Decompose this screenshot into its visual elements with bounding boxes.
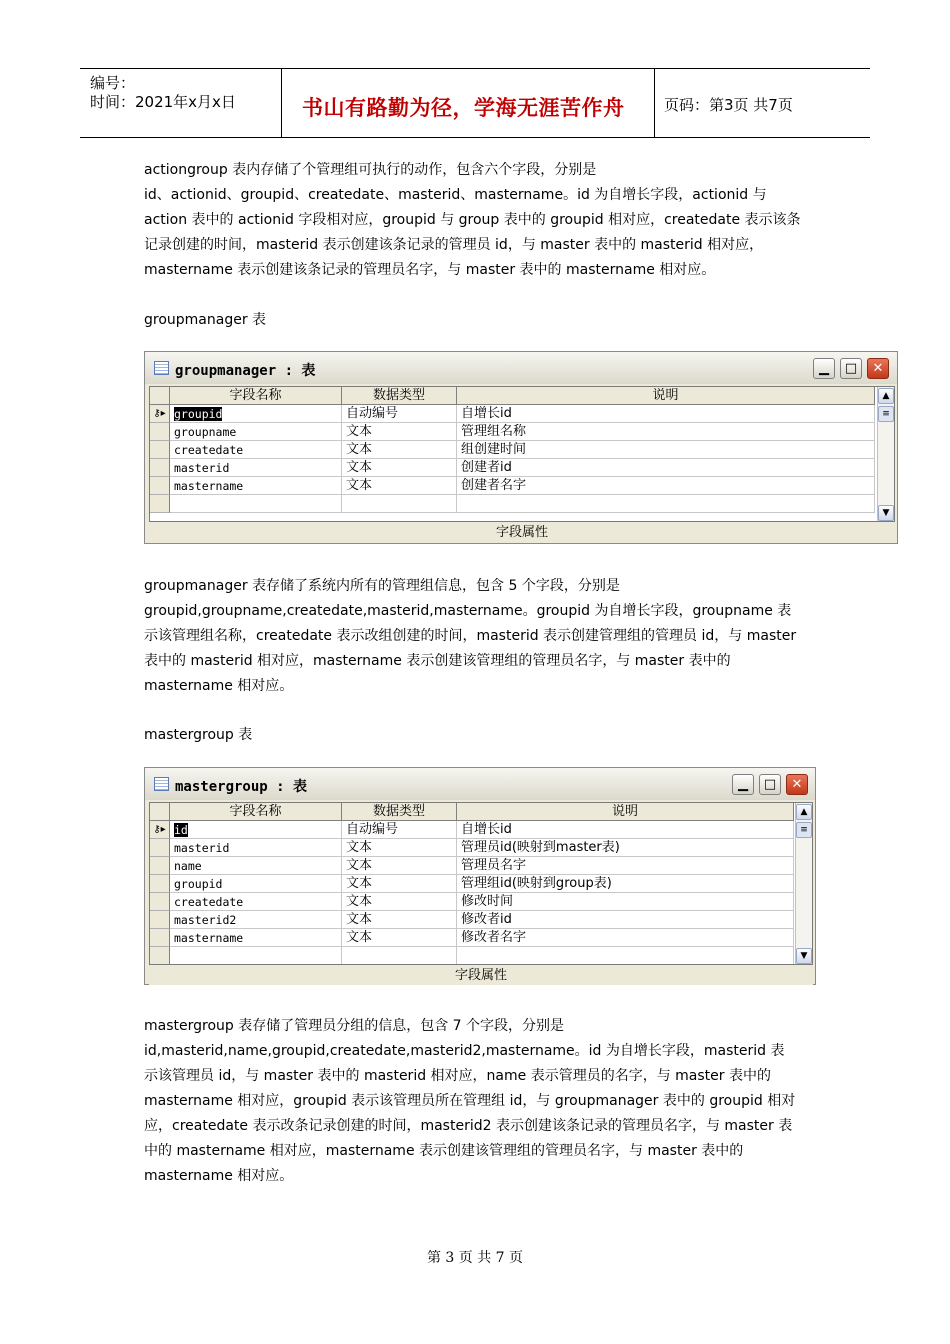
maximize-icon[interactable]: □ xyxy=(759,774,781,795)
table-icon xyxy=(154,777,169,791)
caption-mastergroup: mastergroup 表 xyxy=(144,727,253,743)
paragraph-line: actiongroup 表内存储了个管理组可执行的动作，包含六个字段，分别是 xyxy=(144,162,597,178)
scroll-up-icon[interactable]: ▲ xyxy=(796,804,812,820)
row-selector[interactable] xyxy=(150,893,170,911)
data-type-cell[interactable] xyxy=(342,947,457,965)
minimize-icon[interactable]: ▁ xyxy=(732,774,754,795)
selected-field-name: id xyxy=(174,823,188,837)
window-titlebar xyxy=(145,352,897,384)
field-name-cell[interactable]: masterid xyxy=(170,839,342,857)
row-selector[interactable] xyxy=(150,857,170,875)
paragraph-line: groupid,groupname,createdate,masterid,mastername。groupid 为自增长字段，groupname 表 xyxy=(144,603,792,619)
description-cell[interactable]: 管理员名字 xyxy=(457,857,794,875)
field-name-cell[interactable]: groupname xyxy=(170,423,342,441)
data-type-cell[interactable]: 文本 xyxy=(342,893,457,911)
row-selector[interactable] xyxy=(150,423,170,441)
table-design-window-mastergroup xyxy=(144,767,816,985)
field-grid xyxy=(149,386,895,522)
paragraph-actiongroup xyxy=(144,158,814,283)
column-header-description[interactable]: 说明 xyxy=(457,387,875,405)
description-cell[interactable]: 修改者id xyxy=(457,911,794,929)
description-cell[interactable]: 创建者id xyxy=(457,459,875,477)
field-properties-label: 字段属性 xyxy=(149,967,813,985)
paragraph-line: mastername 相对应。 xyxy=(144,678,294,694)
paragraph-line: 应，createdate 表示改条记录创建的时间，masterid2 表示创建该条记录的管理员名字，与 master 表 xyxy=(144,1118,793,1134)
data-type-cell[interactable]: 文本 xyxy=(342,911,457,929)
scroll-down-icon[interactable]: ▼ xyxy=(878,505,894,521)
scroll-up-icon[interactable]: ▲ xyxy=(878,388,894,404)
field-name-cell[interactable]: groupid xyxy=(170,875,342,893)
column-header-field-name[interactable]: 字段名称 xyxy=(170,387,342,405)
paragraph-line: 记录创建的时间，masterid 表示创建该条记录的管理员 id，与 master 表中的 masterid 相对应， xyxy=(144,237,764,253)
data-type-cell[interactable]: 文本 xyxy=(342,839,457,857)
scroll-thumb[interactable]: ≡ xyxy=(878,406,894,422)
page-footer: 第 3 页 共 7 页 xyxy=(426,1250,524,1266)
motto: 书山有路勤为径，学海无涯苦作舟 xyxy=(302,95,625,120)
data-type-cell[interactable]: 自动编号 xyxy=(342,405,457,423)
row-selector[interactable] xyxy=(150,911,170,929)
paragraph-line: groupmanager 表存储了系统内所有的管理组信息，包含 5 个字段，分别是 xyxy=(144,578,620,594)
column-header-description[interactable]: 说明 xyxy=(457,803,794,821)
number-label: 编号： xyxy=(90,74,136,92)
description-cell[interactable] xyxy=(457,947,794,965)
field-name-cell[interactable]: createdate xyxy=(170,441,342,459)
row-selector[interactable] xyxy=(150,839,170,857)
field-name-cell[interactable]: mastername xyxy=(170,477,342,495)
vertical-scrollbar[interactable] xyxy=(795,803,812,965)
data-type-cell[interactable]: 文本 xyxy=(342,857,457,875)
data-type-cell[interactable]: 文本 xyxy=(342,875,457,893)
paragraph-groupmanager xyxy=(144,574,814,699)
field-name-cell[interactable] xyxy=(170,405,342,423)
header-left-cell xyxy=(80,69,282,137)
row-selector-header xyxy=(150,803,170,821)
paragraph-line: 表中的 masterid 相对应，mastername 表示创建该管理组的管理员名字，与 master 表中的 xyxy=(144,653,731,669)
data-type-cell[interactable]: 文本 xyxy=(342,929,457,947)
paragraph-line: 示该管理员 id，与 master 表中的 masterid 相对应，name 表示管理员的名字，与 master 表中的 xyxy=(144,1068,771,1084)
row-selector[interactable] xyxy=(150,441,170,459)
time-label: 时间：2021年x月x日 xyxy=(90,93,236,111)
scroll-thumb[interactable]: ≡ xyxy=(796,822,812,838)
row-selector[interactable] xyxy=(150,929,170,947)
caption-groupmanager: groupmanager 表 xyxy=(144,312,267,328)
header-right-cell xyxy=(655,69,870,137)
window-title: mastergroup : 表 xyxy=(175,779,308,795)
paragraph-line: 中的 mastername 相对应，mastername 表示创建该管理组的管理员名字，与 master 表中的 xyxy=(144,1143,744,1159)
data-type-cell[interactable] xyxy=(342,495,457,513)
field-name-cell[interactable]: name xyxy=(170,857,342,875)
description-cell[interactable]: 自增长id xyxy=(457,405,875,423)
maximize-icon[interactable]: □ xyxy=(840,358,862,379)
column-header-data-type[interactable]: 数据类型 xyxy=(342,803,457,821)
paragraph-line: action 表中的 actionid 字段相对应，groupid 与 group 表中的 groupid 相对应，createdate 表示该条 xyxy=(144,212,801,228)
field-name-cell[interactable] xyxy=(170,947,342,965)
column-header-field-name[interactable]: 字段名称 xyxy=(170,803,342,821)
paragraph-line: id,masterid,name,groupid,createdate,masterid2,mastername。id 为自增长字段，masterid 表 xyxy=(144,1043,785,1059)
data-type-cell[interactable]: 文本 xyxy=(342,459,457,477)
scroll-down-icon[interactable]: ▼ xyxy=(796,948,812,964)
data-type-cell[interactable]: 文本 xyxy=(342,423,457,441)
close-icon[interactable]: ✕ xyxy=(867,358,889,379)
field-name-cell[interactable]: mastername xyxy=(170,929,342,947)
table-icon xyxy=(154,361,169,375)
field-properties-label: 字段属性 xyxy=(149,524,895,542)
column-header-data-type[interactable]: 数据类型 xyxy=(342,387,457,405)
row-selector[interactable] xyxy=(150,947,170,965)
description-cell[interactable]: 修改时间 xyxy=(457,893,794,911)
row-selector[interactable] xyxy=(150,477,170,495)
description-cell[interactable]: 管理组id(映射到group表) xyxy=(457,875,794,893)
description-cell[interactable]: 自增长id xyxy=(457,821,794,839)
row-selector[interactable] xyxy=(150,459,170,477)
paragraph-line: mastername 表示创建该条记录的管理员名字，与 master 表中的 mastername 相对应。 xyxy=(144,262,716,278)
selected-field-name: groupid xyxy=(174,407,223,421)
page-header xyxy=(80,68,870,138)
window-title: groupmanager : 表 xyxy=(175,363,316,379)
paragraph-line: id、actionid、groupid、createdate、masterid、mastername。id 为自增长字段，actionid 与 xyxy=(144,187,767,203)
header-center-cell xyxy=(282,69,655,137)
field-name-cell[interactable] xyxy=(170,495,342,513)
field-name-cell[interactable]: masterid xyxy=(170,459,342,477)
field-name-cell[interactable]: masterid2 xyxy=(170,911,342,929)
description-cell[interactable]: 组创建时间 xyxy=(457,441,875,459)
field-name-cell[interactable] xyxy=(170,821,342,839)
table-design-window-groupmanager xyxy=(144,351,898,544)
close-icon[interactable]: ✕ xyxy=(786,774,808,795)
row-selector[interactable] xyxy=(150,875,170,893)
paragraph-line: 示该管理组名称，createdate 表示改组创建的时间，masterid 表示创建管理组的管理员 id，与 master xyxy=(144,628,797,644)
data-type-cell[interactable]: 文本 xyxy=(342,441,457,459)
data-type-cell[interactable]: 自动编号 xyxy=(342,821,457,839)
field-name-cell[interactable]: createdate xyxy=(170,893,342,911)
description-cell[interactable] xyxy=(457,495,875,513)
data-type-cell[interactable]: 文本 xyxy=(342,477,457,495)
primary-key-icon[interactable]: ⚷▸ xyxy=(150,821,170,839)
description-cell[interactable]: 创建者名字 xyxy=(457,477,875,495)
row-selector[interactable] xyxy=(150,495,170,513)
paragraph-line: mastergroup 表存储了管理员分组的信息，包含 7 个字段，分别是 xyxy=(144,1018,565,1034)
paragraph-line: mastername 相对应，groupid 表示该管理员所在管理组 id，与 groupmanager 表中的 groupid 相对 xyxy=(144,1093,796,1109)
description-cell[interactable]: 管理组名称 xyxy=(457,423,875,441)
paragraph-mastergroup xyxy=(144,1014,814,1189)
primary-key-icon[interactable]: ⚷▸ xyxy=(150,405,170,423)
window-titlebar xyxy=(145,768,815,800)
minimize-icon[interactable]: ▁ xyxy=(813,358,835,379)
page-label: 页码：第3页 共7页 xyxy=(664,96,793,114)
field-grid xyxy=(149,802,813,965)
vertical-scrollbar[interactable] xyxy=(877,387,894,522)
description-cell[interactable]: 修改者名字 xyxy=(457,929,794,947)
paragraph-line: mastername 相对应。 xyxy=(144,1168,294,1184)
description-cell[interactable]: 管理员id(映射到master表) xyxy=(457,839,794,857)
row-selector-header xyxy=(150,387,170,405)
